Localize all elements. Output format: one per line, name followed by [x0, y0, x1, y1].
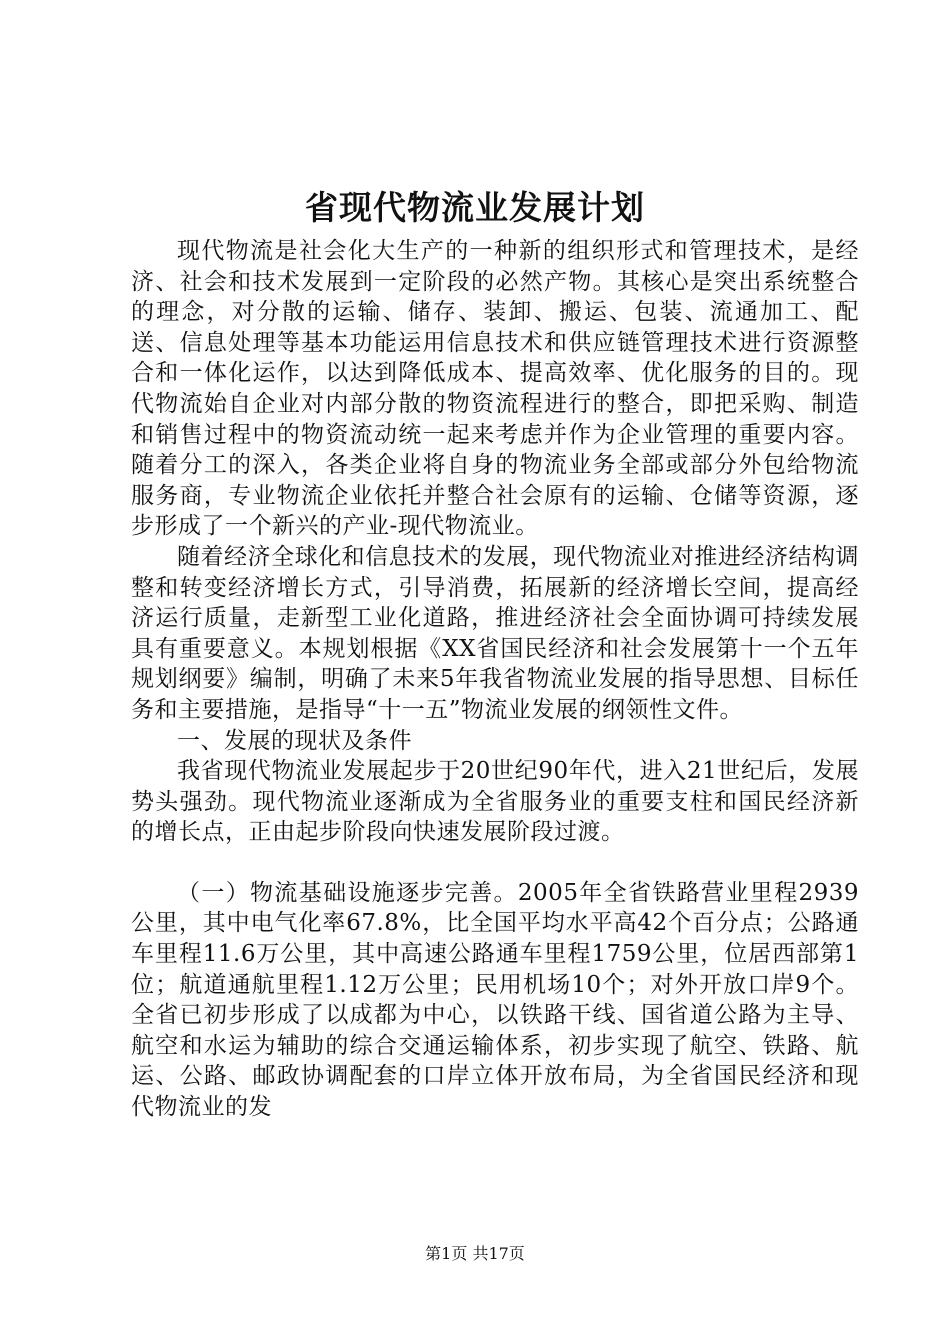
paragraph-status: 我省现代物流业发展起步于20世纪90年代，进入21世纪后，发展势头强劲。现代物流业逐渐成为全省服务业的重要支柱和国民经济新的增长点，正由起步阶段向快速发展阶段过渡。 [131, 758, 859, 846]
document-body [131, 236, 859, 1123]
paragraph-significance: 随着经济全球化和信息技术的发展，现代物流业对推进经济结构调整和转变经济增长方式，引导消费，拓展新的经济增长空间，提高经济运行质量，走新型工业化道路，推进经济社会全面协调可持续发展具有重要意义。本规划根据《XX省国民经济和社会发展第十一个五年规划纲要》编制，明确了未来5年我省物流业发展的指导思想、目标任务和主要措施，是指导“十一五”物流业发展的纲领性文件。 [131, 543, 859, 723]
document-title: 省现代物流业发展计划 [305, 188, 645, 227]
paragraph-intro: 现代物流是社会化大生产的一种新的组织形式和管理技术，是经济、社会和技术发展到一定阶段的必然产物。其核心是突出系统整合的理念，对分散的运输、储存、装卸、搬运、包装、流通加工、配送、信息处理等基本功能运用信息技术和供应链管理技术进行资源整合和一体化运作，以达到降低成本、提高效率、优化服务的目的。现代物流始自企业对内部分散的物资流程进行的整合，即把采购、制造和销售过程中的物资流动统一起来考虑并作为企业管理的重要内容。随着分工的深入，各类企业将自身的物流业务全部或部分外包给物流服务商，专业物流企业依托并整合社会原有的运输、仓储等资源，逐步形成了一个新兴的产业-现代物流业。 [131, 238, 859, 540]
section-heading: 一、发展的现状及条件 [177, 727, 412, 754]
page-number: 第1页 共17页 [425, 1244, 525, 1263]
paragraph-infrastructure: （一）物流基础设施逐步完善。2005年全省铁路营业里程2939公里，其中电气化率67.8%，比全国平均水平高42个百分点；公路通车里程11.6万公里，其中高速公路通车里程1759公里，位居西部第1位；航道通航里程1.12万公里；民用机场10个；对外开放口岸9个。全省已初步形成了以成都为中心，以铁路干线、国省道公路为主导、航空和水运为辅助的综合交通运输体系，初步实现了航空、铁路、航运、公路、邮政协调配套的口岸立体开放布局，为全省国民经济和现代物流业的发 [131, 879, 859, 1121]
